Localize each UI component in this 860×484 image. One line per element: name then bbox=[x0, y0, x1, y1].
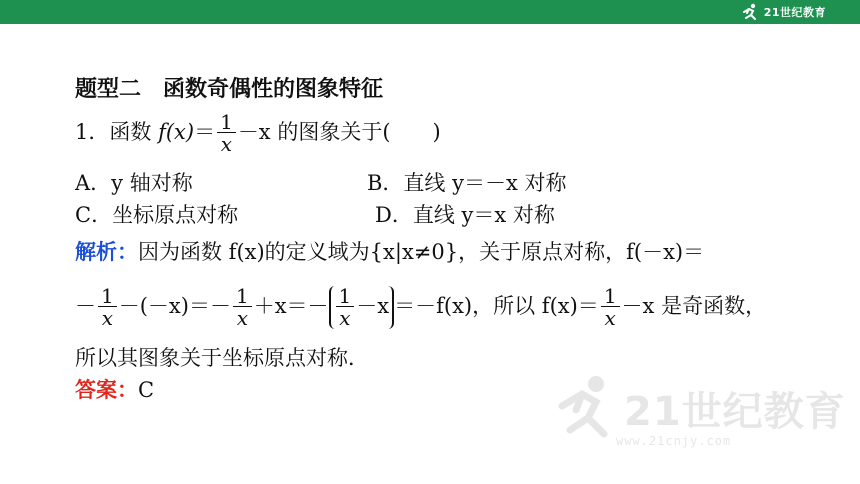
solution-line-1 bbox=[75, 240, 704, 264]
solution-label: 解析： bbox=[75, 240, 138, 264]
fraction-1: $\frac{1}{x}$ bbox=[98, 286, 117, 329]
option-c: C．坐标原点对称 bbox=[75, 203, 239, 227]
brand-logo bbox=[740, 2, 826, 22]
question-func: f(x) bbox=[158, 120, 195, 144]
option-d: D．直线 y＝x 对称 bbox=[375, 203, 555, 227]
question-eq: ＝ bbox=[194, 120, 216, 144]
question-tail: －x 的图象关于( ) bbox=[237, 120, 441, 144]
solution-text-1: 因为函数 f(x)的定义域为{x|x≠0}，关于原点对称，f(－x)＝ bbox=[138, 240, 705, 264]
watermark-brand: 21世纪教育 bbox=[624, 389, 846, 435]
fraction-4: $\frac{1}{x}$ bbox=[601, 286, 620, 329]
question-number: 1．函数 bbox=[75, 120, 152, 144]
title-part1: 题型二 bbox=[75, 77, 142, 102]
option-b: B．直线 y＝－x 对称 bbox=[367, 171, 567, 195]
watermark bbox=[552, 372, 846, 462]
top-bar bbox=[0, 0, 860, 24]
fraction-2: $\frac{1}{x}$ bbox=[233, 286, 252, 329]
runner-icon bbox=[740, 3, 760, 21]
fraction-3: $\frac{1}{x}$ bbox=[336, 286, 355, 329]
solution-line-2: － $\frac{1}{x}$ －(－x)＝－ $\frac{1}{x}$ ＋x＝－ $\frac{1}{x}$ －x ＝－f(x)，所以 f(x)＝ $\frac{1}{x}$ －x 是奇函数， bbox=[75, 284, 767, 330]
bracket-expression: $\frac{1}{x}$ －x bbox=[329, 286, 395, 329]
title-part2: 函数奇偶性的图象特征 bbox=[163, 77, 384, 102]
option-a: A．y 轴对称 bbox=[75, 171, 193, 195]
brand-name: 21世纪教育 bbox=[763, 6, 826, 19]
watermark-runner-icon bbox=[552, 372, 622, 442]
answer-line bbox=[75, 378, 154, 402]
answer-label: 答案： bbox=[75, 378, 138, 402]
answer-value: C bbox=[138, 378, 155, 402]
question-line bbox=[75, 112, 441, 155]
watermark-url: www.21cnjy.com bbox=[616, 434, 732, 448]
solution-line-3: 所以其图象关于坐标原点对称． bbox=[75, 346, 369, 370]
question-fraction: $\frac{1}{x}$ bbox=[217, 112, 236, 155]
section-title bbox=[75, 77, 383, 103]
